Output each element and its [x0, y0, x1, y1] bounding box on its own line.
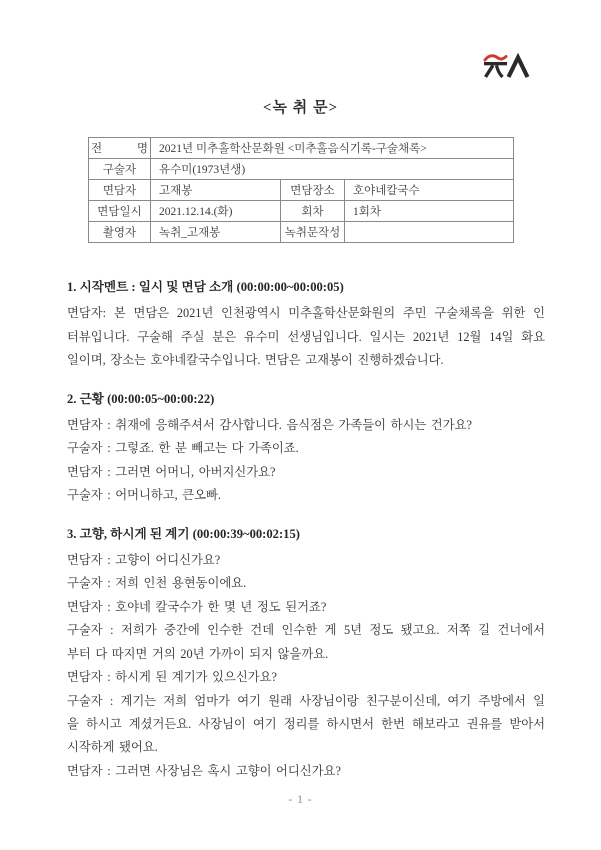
section-heading: 3. 고향, 하시게 된 계기 (00:00:39~00:02:15)	[67, 526, 300, 541]
table-row	[89, 138, 514, 159]
transcript-line: 구술자 : 계기는 저희 엄마가 여기 원래 사장님이랑 친구분이신데, 여기 주방에서 일	[67, 693, 545, 708]
transcript-line: 면담자 : 취재에 응해주셔서 감사합니다. 음식점은 가족들이 하시는 건가요?	[67, 418, 472, 433]
meta-value-narrator: 유수미(1973년생)	[151, 159, 514, 180]
transcript-body	[67, 276, 545, 783]
table-row	[89, 201, 514, 222]
meta-label-title: 전 명	[89, 138, 151, 159]
transcript-line: 구술자 : 저희 인천 용현동이에요.	[67, 576, 247, 591]
section-hometown	[67, 523, 545, 783]
meta-label-session: 회차	[281, 201, 345, 222]
page-number: - 1 -	[288, 794, 313, 806]
page-title: <녹 취 문>	[262, 100, 339, 116]
section-heading: 2. 근황 (00:00:05~00:00:22)	[67, 391, 215, 406]
org-logo-icon	[482, 52, 532, 78]
transcript-line: 구술자 : 그렇죠. 한 분 빼고는 다 가족이죠.	[67, 441, 299, 456]
meta-value-session: 1회차	[345, 201, 514, 222]
transcript-line: 터뷰입니다. 구술해 주실 분은 유수미 선생님입니다. 일시는 2021년 12월 14일 화요	[67, 329, 545, 344]
meta-label-datetime: 면담일시	[89, 201, 151, 222]
transcript-line: 면담자 : 호야네 칼국수가 한 몇 년 정도 된거죠?	[67, 599, 327, 614]
section-intro	[67, 276, 545, 373]
transcript-line: 부터 다 따지면 거의 20년 가까이 되지 않을까요.	[67, 646, 329, 661]
transcript-line: 면담자 : 그러면 어머니, 아버지신가요?	[67, 464, 276, 479]
meta-value-datetime: 2021.12.14.(화)	[151, 201, 281, 222]
meta-value-place: 호야네칼국수	[345, 180, 514, 201]
transcript-line: 면담자: 본 면담은 2021년 인천광역시 미추홀학산문화원의 주민 구술채록을 위한 인	[67, 306, 545, 321]
section-heading: 1. 시작멘트 : 일시 및 면담 소개 (00:00:00~00:00:05)	[67, 280, 344, 294]
transcript-line: 면담자 : 그러면 사장님은 혹시 고향이 어디신가요?	[67, 763, 341, 778]
meta-value-title: 2021년 미추홀학산문화원 <미추홀음식기록-구술채록>	[151, 138, 514, 159]
table-row	[89, 180, 514, 201]
meta-label-transcriber: 녹취문작성	[281, 222, 345, 243]
table-row	[89, 159, 514, 180]
meta-value-videographer: 녹취_고재봉	[151, 222, 281, 243]
metadata-table	[88, 137, 514, 243]
meta-label-narrator: 구술자	[89, 159, 151, 180]
transcript-line: 구술자 : 저희가 중간에 인수한 건데 인수한 게 5년 정도 됐고요. 저쪽 길 건너에서	[67, 623, 545, 638]
transcript-line: 시작하게 됐어요.	[67, 740, 158, 755]
table-row	[89, 222, 514, 243]
transcript-line: 구술자 : 어머니하고, 큰오빠.	[67, 488, 221, 503]
transcript-line: 면담자 : 고향이 어디신가요?	[67, 553, 221, 568]
meta-value-interviewer: 고재봉	[151, 180, 281, 201]
transcript-line: 면담자 : 하시게 된 계기가 있으신가요?	[67, 670, 277, 685]
org-logo	[482, 52, 532, 78]
transcript-line: 일이며, 장소는 호야네칼국수입니다. 면담은 고재봉이 진행하겠습니다.	[67, 353, 444, 368]
meta-value-transcriber	[345, 222, 514, 243]
meta-label-interviewer: 면담자	[89, 180, 151, 201]
transcript-line: 을 하시고 계셨거든요. 사장님이 여기 정리를 하시면서 한번 해보라고 권유를 받아서	[67, 716, 545, 731]
section-recent	[67, 388, 545, 508]
meta-label-videographer: 촬영자	[89, 222, 151, 243]
meta-label-place: 면담장소	[281, 180, 345, 201]
